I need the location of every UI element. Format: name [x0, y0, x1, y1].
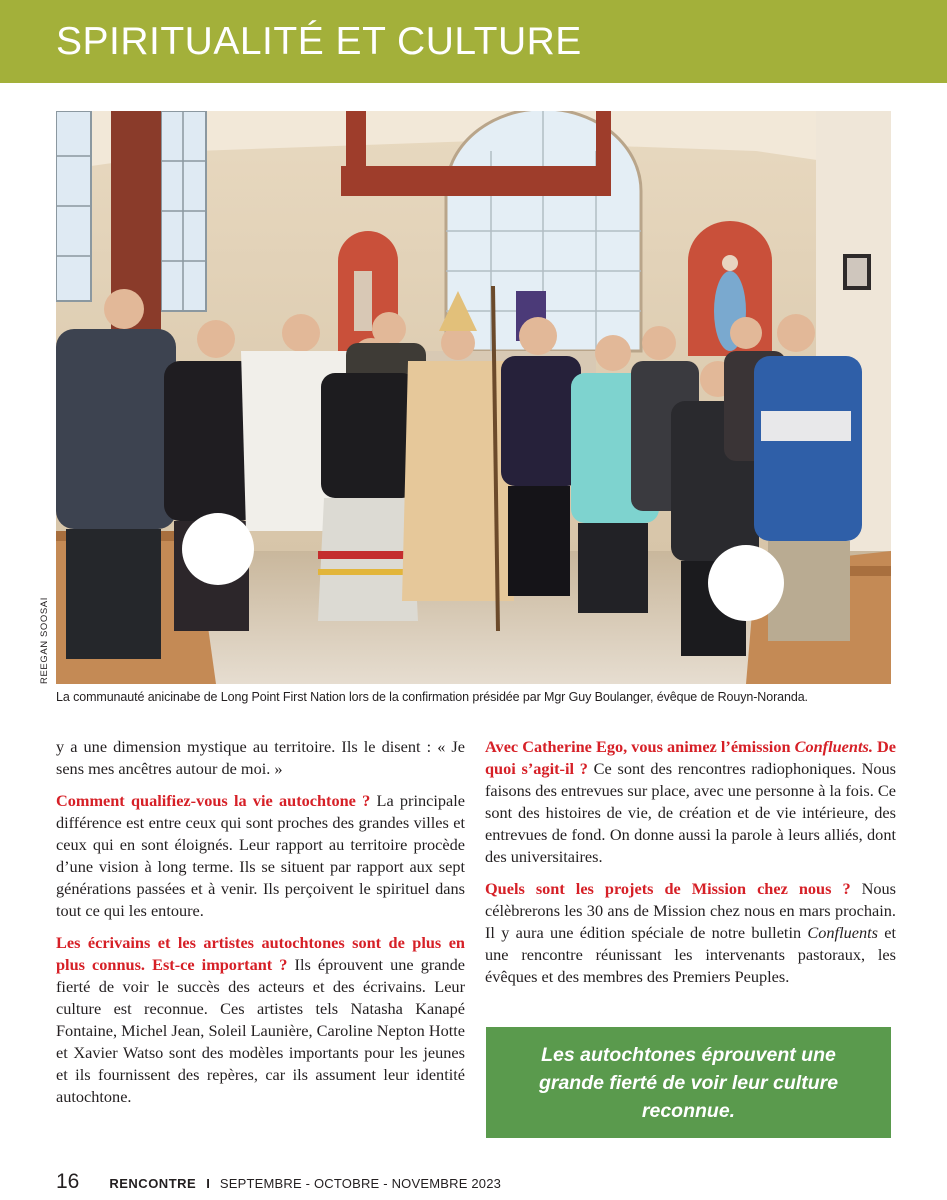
paragraph — [56, 932, 465, 1108]
paragraph: Quels sont les projets de Mission chez nous ? Nous célèbrerons les 30 ans de Mission chez nous en mars prochain. Il y aura une édition spéciale de notre bulletin Confluents et une rencontre réunissant les intervenants pastoraux, les évêques et des membres des Premiers Peuples. — [485, 879, 897, 986]
paragraph — [485, 736, 896, 868]
photo-credit: REEGAN SOOSAI — [39, 597, 50, 684]
interview-question: Comment qualifiez-vous la vie autochtone ? — [56, 791, 371, 810]
issue-date: SEPTEMBRE - OCTOBRE - NOVEMBRE 2023 — [219, 1176, 502, 1191]
white-flower-left — [182, 513, 254, 585]
interview-question: Avec Catherine Ego, vous animez l’émission Confluents. De quoi s’agit-il ? — [485, 737, 896, 778]
paragraph: y a une dimension mystique au territoire. Ils le disent : « Je sens mes ancêtres autour de moi. » — [56, 737, 465, 778]
interview-answer: Ce sont des rencontres radiophoniques. Nous faisons des entrevues sur place, avec une personne à la fois. Ce sont des histoires de vie, de création et de vie intérieure, des entrevues de fond. On donne aussi la parole à leurs alliés, dont des universitaires. — [485, 759, 896, 866]
bulletin-title: Confluents — [807, 923, 878, 942]
show-title: Confluents. — [794, 737, 873, 756]
photo-caption: La communauté anicinabe de Long Point First Nation lors de la confirmation présidée par Mgr Guy Boulanger, évêque de Rouyn-Noranda. — [56, 690, 808, 704]
page-number: 16 — [56, 1170, 80, 1193]
interview-answer: La principale différence est entre ceux qui sont proches des grandes villes et ceux qui en sont éloignés. Leur rapport au territoire procède d’une vision à long terme. Ils se situent par rapport aux sept générations passées et à venir. Ils perçoivent le spirituel dans tout ce qui les entoure. — [56, 791, 465, 920]
section-title: SPIRITUALITÉ ET CULTURE — [56, 20, 582, 63]
pull-quote-text: Les autochtones éprouvent une grande fierté de voir leur culture reconnue. — [538, 1043, 839, 1122]
white-flower-right — [708, 545, 784, 621]
interview-answer: Ils éprouvent une grande fierté de voir le succès des acteurs et des écrivains. Leur culture est reconnue. Ces artistes tels Natasha Kanapé Fontaine, Michel Jean, Soleil Launière, Caroline Nepton Hotte et Xavier Watso sont des modèles importants pour les jeunes et ils fournissent des repères, car ils assument leur identité autochtone. — [56, 955, 465, 1106]
interview-question: Les écrivains et les artistes autochtones sont de plus en plus connus. Est-ce important ? — [56, 933, 465, 974]
footer-separator: I — [206, 1176, 210, 1191]
article-column-right — [485, 736, 896, 998]
header-band — [0, 0, 947, 83]
paragraph — [56, 790, 465, 922]
magazine-name: RENCONTRE — [109, 1176, 197, 1191]
article-column-left — [56, 736, 465, 1118]
pull-quote — [486, 1027, 891, 1138]
interview-question: Quels sont les projets de Mission chez nous ? — [485, 879, 851, 898]
page-footer — [56, 1170, 501, 1194]
group-photo — [56, 111, 891, 684]
